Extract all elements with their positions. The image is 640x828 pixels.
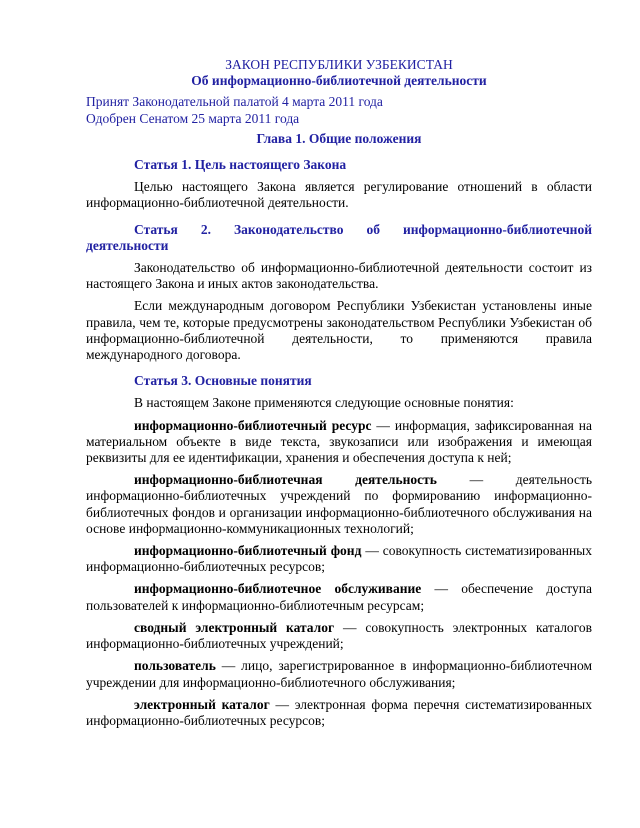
- definition-electronic-catalog: [86, 697, 592, 729]
- adoption-note-senate: Одобрен Сенатом 25 марта 2011 года: [86, 110, 300, 126]
- definition-text: — деятельность информационно-библиотечных учреждений по формированию информационно-библиотечных фондов и организации информационно-библиотечного обслуживания на основе информационно-коммуникационных технологий;: [86, 472, 592, 536]
- definition-user: [86, 658, 592, 690]
- definition-service: [86, 581, 592, 613]
- adoption-note-chamber: Принят Законодательной палатой 4 марта 2011 года: [86, 94, 383, 110]
- law-subtitle: Об информационно-библиотечной деятельности: [191, 73, 487, 89]
- definition-term: пользователь: [134, 658, 216, 674]
- article-2-paragraph-2: Если международным договором Республики Узбекистан установлены иные правила, чем те, которые предусмотрены законодательством Республики Узбекистан об информационно-библиотечной деятельности, то применяются правила международного договора.: [86, 298, 592, 363]
- definition-resource: [86, 418, 592, 467]
- law-title: ЗАКОН РЕСПУБЛИКИ УЗБЕКИСТАН: [225, 57, 453, 72]
- definition-activity: [86, 472, 592, 537]
- article-2-heading: Статья 2. Законодательство об информационно-библиотечной деятельности: [86, 221, 592, 253]
- definition-fund: [86, 543, 592, 575]
- definition-text: — совокупность электронных каталогов информационно-библиотечных учреждений;: [86, 619, 593, 652]
- article-2-paragraph-1: Законодательство об информационно-библиотечной деятельности состоит из настоящего Закона и иных актов законодательства.: [86, 260, 592, 292]
- definition-text: — совокупность систематизированных информационно-библиотечных ресурсов;: [86, 543, 593, 575]
- article-1-paragraph-1: Целью настоящего Закона является регулирование отношений в области информационно-библиотечной деятельности.: [86, 179, 592, 211]
- definition-union-catalog: [86, 620, 592, 652]
- definition-text: — информация, зафиксированная на материальном объекте в виде текста, звукозаписи или изображения и имеющая реквизиты для ее идентификации, хранения и обеспечения доступа к ней;: [86, 417, 592, 466]
- definition-term: сводный электронный каталог: [134, 619, 335, 635]
- definition-term: информационно-библиотечный фонд: [134, 543, 362, 559]
- definition-text: — обеспечение доступа пользователей к информационно-библиотечным ресурсам;: [86, 581, 592, 613]
- definition-term: информационно-библиотечное обслуживание: [134, 581, 422, 597]
- definition-term: электронный каталог: [134, 696, 270, 712]
- definition-text: — лицо, зарегистрированное в информационно-библиотечном учреждении для информационно-библиотечного обслуживания;: [86, 658, 592, 690]
- definition-text: — электронная форма перечня систематизированных информационно-библиотечных ресурсов;: [86, 696, 592, 728]
- article-1-heading: Статья 1. Цель настоящего Закона: [134, 157, 347, 173]
- article-3-intro: В настоящем Законе применяются следующие основные понятия:: [134, 395, 514, 411]
- article-3-heading: Статья 3. Основные понятия: [134, 373, 312, 389]
- chapter-heading: Глава 1. Общие положения: [256, 130, 422, 146]
- adoption-notes: [86, 94, 592, 126]
- definition-term: информационно-библиотечный ресурс: [134, 417, 372, 433]
- definition-term: информационно-библиотечная деятельность: [134, 472, 437, 488]
